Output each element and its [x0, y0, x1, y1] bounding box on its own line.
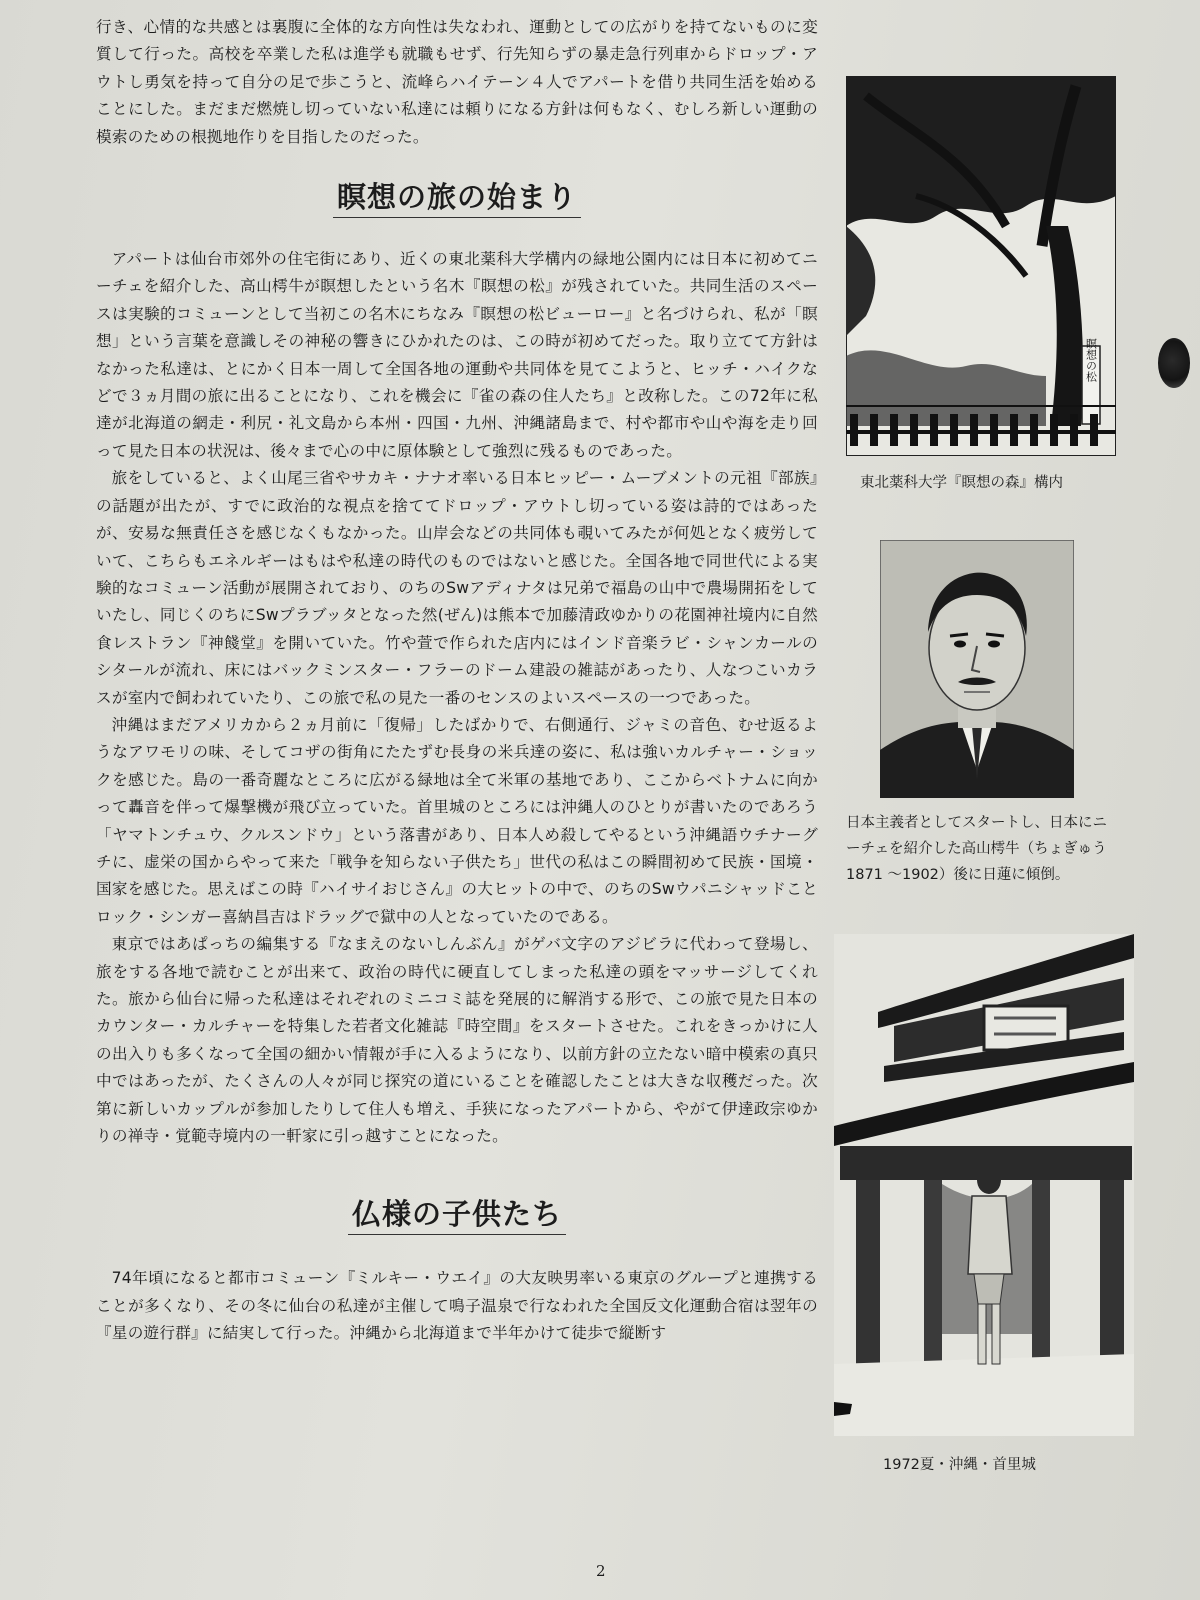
section-title-buddha-children — [96, 1192, 818, 1233]
paragraph: 74年頃になると都市コミューン『ミルキー・ウエイ』の大友映男率いる東京のグループと連携することが多くなり、その冬に仙台の私達が主催して鳴子温泉で行なわれた全国反文化運動合宿は翌年の『星の遊行群』に結実して行った。沖縄から北海道まで半年かけて徒歩で縦断す — [96, 1269, 818, 1343]
section-title-meditation-journey — [96, 175, 818, 216]
portrait-photo-caption: 日本主義者としてスタートし、日本にニーチェを紹介した高山樗牛（ちょぎゅう 1871 ～1902）後に日蓮に傾倒。 — [846, 815, 1107, 883]
article-body — [96, 14, 818, 1348]
paragraph: 沖縄はまだアメリカから２ヵ月前に「復帰」したばかりで、右側通行、ジャミの音色、むせ返るようなアワモリの味、そしてコザの街角にたたずむ長身の米兵達の姿に、私は強いカルチャー・ショックを感じた。島の一番奇麗なところに広がる緑地は全て米軍の基地であり、ここからベトナムに向かって轟音を伴って爆撃機が飛び立っていた。首里城のところには沖縄人のひとりが書いたのであろう「ヤマトンチュウ、クルスンドウ」という落書があり、日本人め殺してやるという沖縄語ウチナーグチに、虚栄の国からやって来た「戦争を知らない子供たち」世代の私はこの瞬間初めて民族・国境・国家を感じた。思えばこの時『ハイサイおじさん』の大ヒットの中で、のちのSwウパニシャッドことロック・シンガー喜納昌吉はドラッグで獄中の人となっていたのである。 — [96, 715, 818, 926]
tree-photo-caption: 東北薬科大学『瞑想の森』構内 — [860, 475, 1063, 491]
shuri-gate-photo — [834, 934, 1134, 1436]
tree-sign-text: 瞑想の松 — [1084, 338, 1098, 382]
paragraph: 東京ではあぱっちの編集する『なまえのないしんぶん』がゲバ文字のアジビラに代わって登場し、旅をする各地で読むことが出来て、政治の時代に硬直してしまった私達の頭をマッサージしてくれた。旅から仙台に帰った私達はそれぞれのミニコミ誌を発展的に解消する形で、この旅で見た日本のカウンター・カルチャーを特集した若者文化雑誌『時空間』をスタートさせた。これをきっかけに人の出入りも多くなって全国の細かい情報が手に入るようになり、以前方針の立たない暗中模索の真只中ではあったが、たくさんの人々が同じ探究の道にいることを確認したことは大きな収穫だった。次第に新しいカップルが参加したりして住人も増え、手狭になったアパートから、やがて伊達政宗ゆかりの禅寺・覚範寺境内の一軒家に引っ越すことになった。 — [96, 935, 818, 1146]
paragraph: 旅をしていると、よく山尾三省やサカキ・ナナオ率いる日本ヒッピー・ムーブメントの元祖『部族』の話題が出たが、すでに政治的な視点を捨ててドロップ・アウトし切っている姿は詩的ではあったが、安易な無責任さを感じなくもなかった。山岸会などの共同体も覗いてみたが何処となく疲労していて、こちらもエネルギーはもはや私達の時代のものではないと感じた。全国各地で同世代による実験的なコミューン活動が展開されており、のちのSwアディナタは兄弟で福島の山中で農場開拓をしていたし、同じくのちにSwプラブッタとなった然(ぜん)は熊本で加藤清政ゆかりの花園神社境内に自然食レストラン『神餞堂』を開いていた。竹や萱で作られた店内にはインド音楽ラビ・シャンカールのシタールが流れ、床にはバックミンスター・フラーのドーム建設の雑誌があったり、人なつこいカラスが室内で飼われていたり、この旅で私の見た一番のセンスのよいスペースの一つであった。 — [96, 469, 818, 707]
tree-photo — [846, 76, 1116, 456]
paragraph: アパートは仙台市郊外の住宅街にあり、近くの東北薬科大学構内の緑地公園内には日本に初めてニーチェを紹介した、高山樗牛が瞑想したという名木『瞑想の松』が残されていた。共同生活のスペースは実験的コミューンとして当初この名木にちなみ『瞑想の松ビューロー』と名づけられ、私が「瞑想」という言葉を意識しその神秘の響きにひかれたのは、この時が初めてだった。取り立てて方針はなかった私達は、とにかく日本一周して全国各地の運動や共同体を見てこようと、ヒッチ・ハイクなどで３ヵ月間の旅に出ることになり、これを機会に『雀の森の住人たち』と改称した。この72年に私達が北海道の網走・利尻・礼文島から本州・四国・九州、沖縄諸島まで、村や都市や山や海を走り回って見た日本の状況は、後々まで心の中に原体験として強烈に残るものであった。 — [96, 250, 818, 460]
binder-hole-mark — [1158, 338, 1190, 388]
intro-paragraph: 行き、心情的な共感とは裏腹に全体的な方向性は失なわれ、運動としての広がりを持てないものに変質して行った。高校を卒業した私は進学も就職もせず、行先知らずの暴走急行列車からドロップ・アウトし勇気を持って自分の足で歩こうと、流峰らハイテーン４人でアパートを借り共同生活を始めることにした。まだまだ燃焼し切っていない私達には頼りになる方針は何もなく、むしろ新しい運動の模索のための根拠地作りを目指したのだった。 — [96, 18, 818, 146]
section-title-text: 瞑想の旅の始まり — [333, 180, 581, 218]
section-title-text: 仏様の子供たち — [348, 1197, 566, 1235]
gate-photo-caption: 1972夏・沖縄・首里城 — [883, 1457, 1036, 1473]
portrait-photo — [880, 540, 1074, 798]
page-number: 2 — [596, 1562, 606, 1580]
